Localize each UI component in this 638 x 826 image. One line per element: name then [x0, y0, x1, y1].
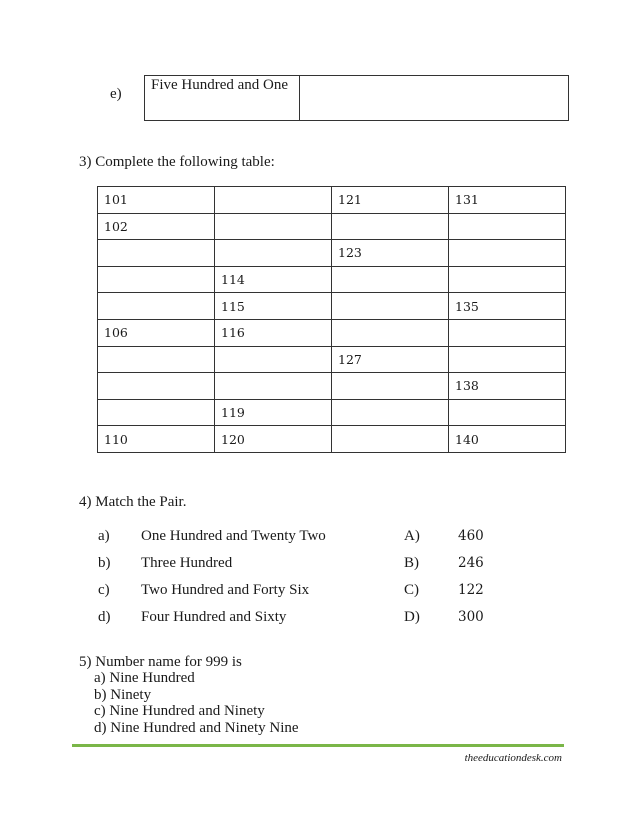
grid-cell[interactable]: [449, 319, 566, 346]
grid-row: [98, 240, 566, 267]
grid-cell[interactable]: [449, 399, 566, 426]
grid-cell: 101: [98, 187, 215, 214]
question-4-title: 4) Match the Pair.: [79, 494, 187, 510]
question-5-option: d) Nine Hundred and Ninety Nine: [94, 719, 299, 736]
grid-cell[interactable]: [449, 240, 566, 267]
grid-cell[interactable]: [332, 426, 449, 453]
grid-cell[interactable]: [332, 399, 449, 426]
grid-cell: 116: [215, 319, 332, 346]
grid-cell: 110: [98, 426, 215, 453]
item-e-table: [144, 75, 569, 121]
grid-cell[interactable]: [215, 187, 332, 214]
grid-cell: 131: [449, 187, 566, 214]
pair-left-label: b): [98, 555, 111, 571]
pair-left-text: Four Hundred and Sixty: [141, 609, 287, 625]
grid-cell: 102: [98, 213, 215, 240]
pair-right-value: 122: [458, 582, 484, 598]
number-grid-table: [97, 186, 566, 453]
grid-cell: 120: [215, 426, 332, 453]
footer-rule: [72, 744, 564, 747]
grid-row: [98, 293, 566, 320]
grid-cell: 114: [215, 266, 332, 293]
pair-left-label: d): [98, 609, 111, 625]
question-5-option: b) Ninety: [94, 686, 152, 703]
grid-cell: 127: [332, 346, 449, 373]
grid-cell: 119: [215, 399, 332, 426]
pair-right-label: B): [404, 555, 419, 571]
grid-cell: 115: [215, 293, 332, 320]
grid-row: [98, 266, 566, 293]
grid-row: [98, 187, 566, 214]
grid-cell[interactable]: [449, 266, 566, 293]
grid-cell[interactable]: [449, 213, 566, 240]
grid-row: [98, 346, 566, 373]
pair-right-label: C): [404, 582, 419, 598]
item-e-text-cell: [145, 76, 300, 121]
grid-cell[interactable]: [98, 240, 215, 267]
grid-row: [98, 426, 566, 453]
grid-cell[interactable]: [449, 346, 566, 373]
grid-cell: 135: [449, 293, 566, 320]
pair-right-value: 246: [458, 555, 484, 571]
grid-row: [98, 319, 566, 346]
grid-row: [98, 399, 566, 426]
pair-left-label: a): [98, 528, 110, 544]
footer-site: theeducationdesk.com: [464, 752, 562, 764]
question-3-title: 3) Complete the following table:: [79, 154, 275, 170]
grid-cell[interactable]: [98, 266, 215, 293]
grid-cell[interactable]: [332, 266, 449, 293]
grid-cell[interactable]: [98, 346, 215, 373]
pair-right-label: A): [404, 528, 420, 544]
grid-cell[interactable]: [98, 293, 215, 320]
pair-left-text: Three Hundred: [141, 555, 233, 571]
item-e-text: Five Hundred and One: [151, 77, 289, 93]
grid-cell[interactable]: [215, 373, 332, 400]
grid-cell[interactable]: [98, 373, 215, 400]
grid-cell: 123: [332, 240, 449, 267]
pair-right-value: 460: [458, 528, 484, 544]
pair-right-label: D): [404, 609, 420, 625]
item-e-label: e): [110, 86, 122, 102]
pair-left-text: Two Hundred and Forty Six: [141, 582, 310, 598]
grid-cell[interactable]: [332, 213, 449, 240]
grid-cell[interactable]: [215, 213, 332, 240]
pair-left-text: One Hundred and Twenty Two: [141, 528, 326, 544]
grid-cell[interactable]: [215, 346, 332, 373]
grid-row: [98, 213, 566, 240]
grid-cell[interactable]: [332, 293, 449, 320]
grid-cell[interactable]: [98, 399, 215, 426]
question-5-title: 5) Number name for 999 is: [79, 654, 242, 670]
grid-cell: 106: [98, 319, 215, 346]
item-e-answer-cell[interactable]: [300, 76, 569, 121]
question-5-option: a) Nine Hundred: [94, 670, 195, 686]
grid-cell: 121: [332, 187, 449, 214]
grid-cell: 138: [449, 373, 566, 400]
grid-cell[interactable]: [215, 240, 332, 267]
grid-cell: 140: [449, 426, 566, 453]
pair-right-value: 300: [458, 609, 484, 625]
question-5-option: c) Nine Hundred and Ninety: [94, 703, 265, 719]
grid-cell[interactable]: [332, 373, 449, 400]
pair-left-label: c): [98, 582, 110, 598]
grid-cell[interactable]: [332, 319, 449, 346]
grid-row: [98, 373, 566, 400]
